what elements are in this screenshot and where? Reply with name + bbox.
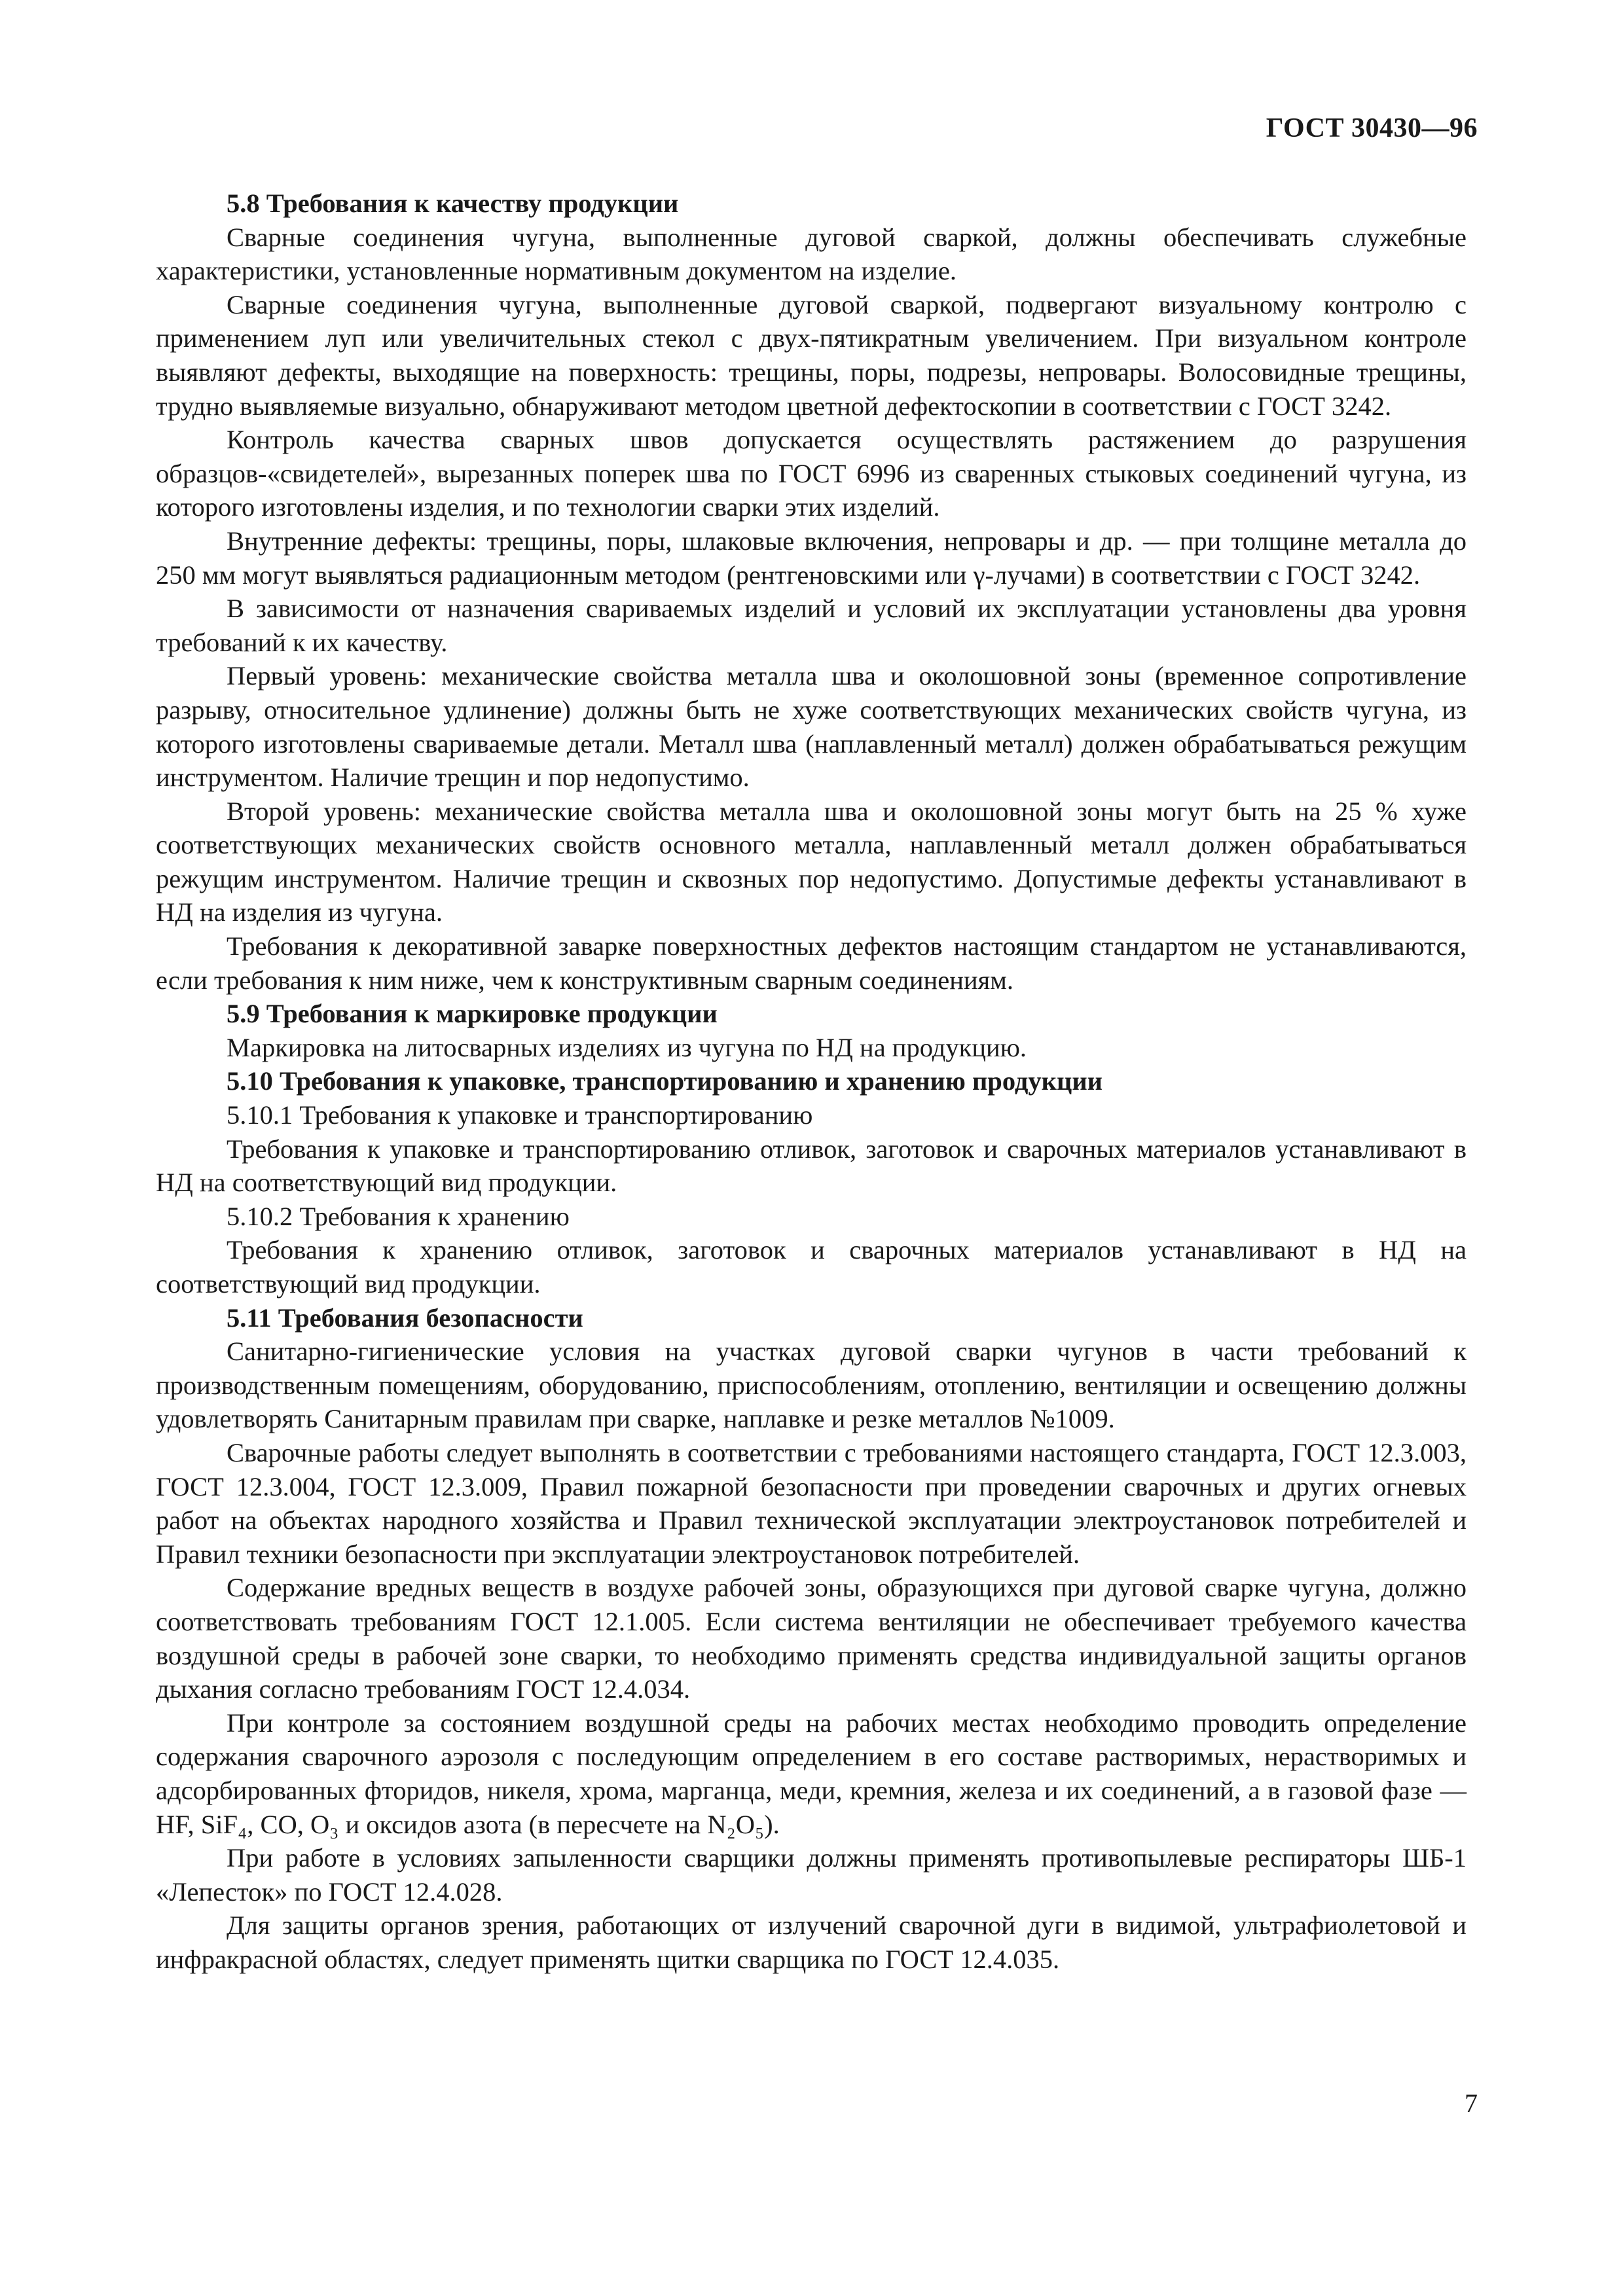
paragraph: Контроль качества сварных швов допускается осуществлять растяжением до разрушения образцов-«свидетелей», вырезанных поперек шва по ГОСТ 6996 из сваренных стыковых соединений чугуна, из которого изготовлены изделия, и по технологии сварки этих изделий. [156, 425, 1467, 522]
section-heading-5-8: 5.8 Требования к качеству продукции [227, 188, 679, 218]
paragraph: Санитарно-гигиенические условия на участках дуговой сварки чугунов в части требований к производственным помещениям, оборудованию, приспособлениям, отоплению, вентиляции и освещению должны удовлетворять Санитарным правилам при сварке, наплавке и резке металлов №1009. [156, 1336, 1467, 1434]
paragraph: Сварочные работы следует выполнять в соответствии с требованиями настоящего стандарта, ГОСТ 12.3.003, ГОСТ 12.3.004, ГОСТ 12.3.009, Правил пожарной безопасности при проведении сварочных и других огневых работ на объектах народного хозяйства и Правил технической эксплуатации электроустановок потребителей и Правил техники безопасности при эксплуатации электроустановок потребителей. [156, 1437, 1467, 1569]
paragraph: Первый уровень: механические свойства металла шва и околошовной зоны (временное сопротивление разрыву, относительное удлинение) должны быть не хуже соответствующих механических свойств чугуна, из которого изготовлены свариваемые детали. Металл шва (наплавленный металл) должен обрабатываться режущим инструментом. Наличие трещин и пор недопустимо. [156, 661, 1467, 793]
section-heading-5-10: 5.10 Требования к упаковке, транспортированию и хранению продукции [227, 1066, 1103, 1096]
subsection-heading-5-10-1: 5.10.1 Требования к упаковке и транспортированию [227, 1100, 813, 1130]
subsection-heading-5-10-2: 5.10.2 Требования к хранению [227, 1201, 570, 1231]
paragraph: При контроле за состоянием воздушной среды на рабочих местах необходимо проводить определение содержания сварочного аэрозоля с последующим определением в его составе растворимых, нерастворимых и адсорбированных фторидов, никеля, хрома, марганца, меди, кремния, железа и их соединений, а в газовой фазе — HF, SiF₄, CO, O₃ и оксидов азота (в пересчете на N₂O₅). [156, 1708, 1467, 1839]
paragraph: Требования к декоративной заварке поверхностных дефектов настоящим стандартом не устанавливаются, если требования к ним ниже, чем к конструктивным сварным соединениям. [156, 931, 1467, 995]
section-heading-5-9: 5.9 Требования к маркировке продукции [227, 999, 718, 1029]
paragraph: При работе в условиях запыленности сварщики должны применять противопылевые респираторы ШБ-1 «Лепесток» по ГОСТ 12.4.028. [156, 1843, 1467, 1907]
document-body [156, 187, 1467, 1976]
paragraph: Маркировка на литосварных изделиях из чугуна по НД на продукцию. [227, 1032, 1027, 1062]
paragraph: Внутренние дефекты: трещины, поры, шлаковые включения, непровары и др. — при толщине металла до 250 мм могут выявляться радиационным методом (рентгеновскими или γ-лучами) в соответствии с ГОСТ 3242. [156, 526, 1467, 590]
paragraph: Сварные соединения чугуна, выполненные дуговой сваркой, подвергают визуальному контролю с применением луп или увеличительных стекол с двух-пятикратным увеличением. При визуальном контроле выявляют дефекты, выходящие на поверхность: трещины, поры, подрезы, непровары. Волосовидные трещины, трудно выявляемые визуально, обнаруживают методом цветной дефектоскопии в соответствии с ГОСТ 3242. [156, 289, 1467, 421]
paragraph: Сварные соединения чугуна, выполненные дуговой сваркой, должны обеспечивать служебные характеристики, установленные нормативным документом на изделие. [156, 222, 1467, 286]
page-number: 7 [1465, 2089, 1478, 2118]
document-code-header: ГОСТ 30430—96 [1266, 113, 1478, 143]
paragraph: Для защиты органов зрения, работающих от излучений сварочной дуги в видимой, ультрафиолетовой и инфракрасной областях, следует применять щитки сварщика по ГОСТ 12.4.035. [156, 1910, 1467, 1974]
paragraph: Второй уровень: механические свойства металла шва и околошовной зоны могут быть на 25 % хуже соответствующих механических свойств основного металла, наплавленный металл должен обрабатываться режущим инструментом. Наличие трещин и сквозных пор недопустимо. Допустимые дефекты устанавливают в НД на изделия из чугуна. [156, 796, 1467, 927]
paragraph: Требования к хранению отливок, заготовок и сварочных материалов устанавливают в НД на соответствующий вид продукции. [156, 1235, 1467, 1299]
paragraph: В зависимости от назначения свариваемых изделий и условий их эксплуатации установлены два уровня требований к их качеству. [156, 594, 1467, 657]
paragraph: Требования к упаковке и транспортированию отливок, заготовок и сварочных материалов устанавливают в НД на соответствующий вид продукции. [156, 1134, 1467, 1198]
paragraph: Содержание вредных веществ в воздухе рабочей зоны, образующихся при дуговой сварке чугуна, должно соответствовать требованиям ГОСТ 12.1.005. Если система вентиляции не обеспечивает требуемого качества воздушной среды в рабочей зоне сварки, то необходимо применять средства индивидуальной защиты органов дыхания согласно требованиям ГОСТ 12.4.034. [156, 1573, 1467, 1704]
section-heading-5-11: 5.11 Требования безопасности [227, 1302, 583, 1333]
